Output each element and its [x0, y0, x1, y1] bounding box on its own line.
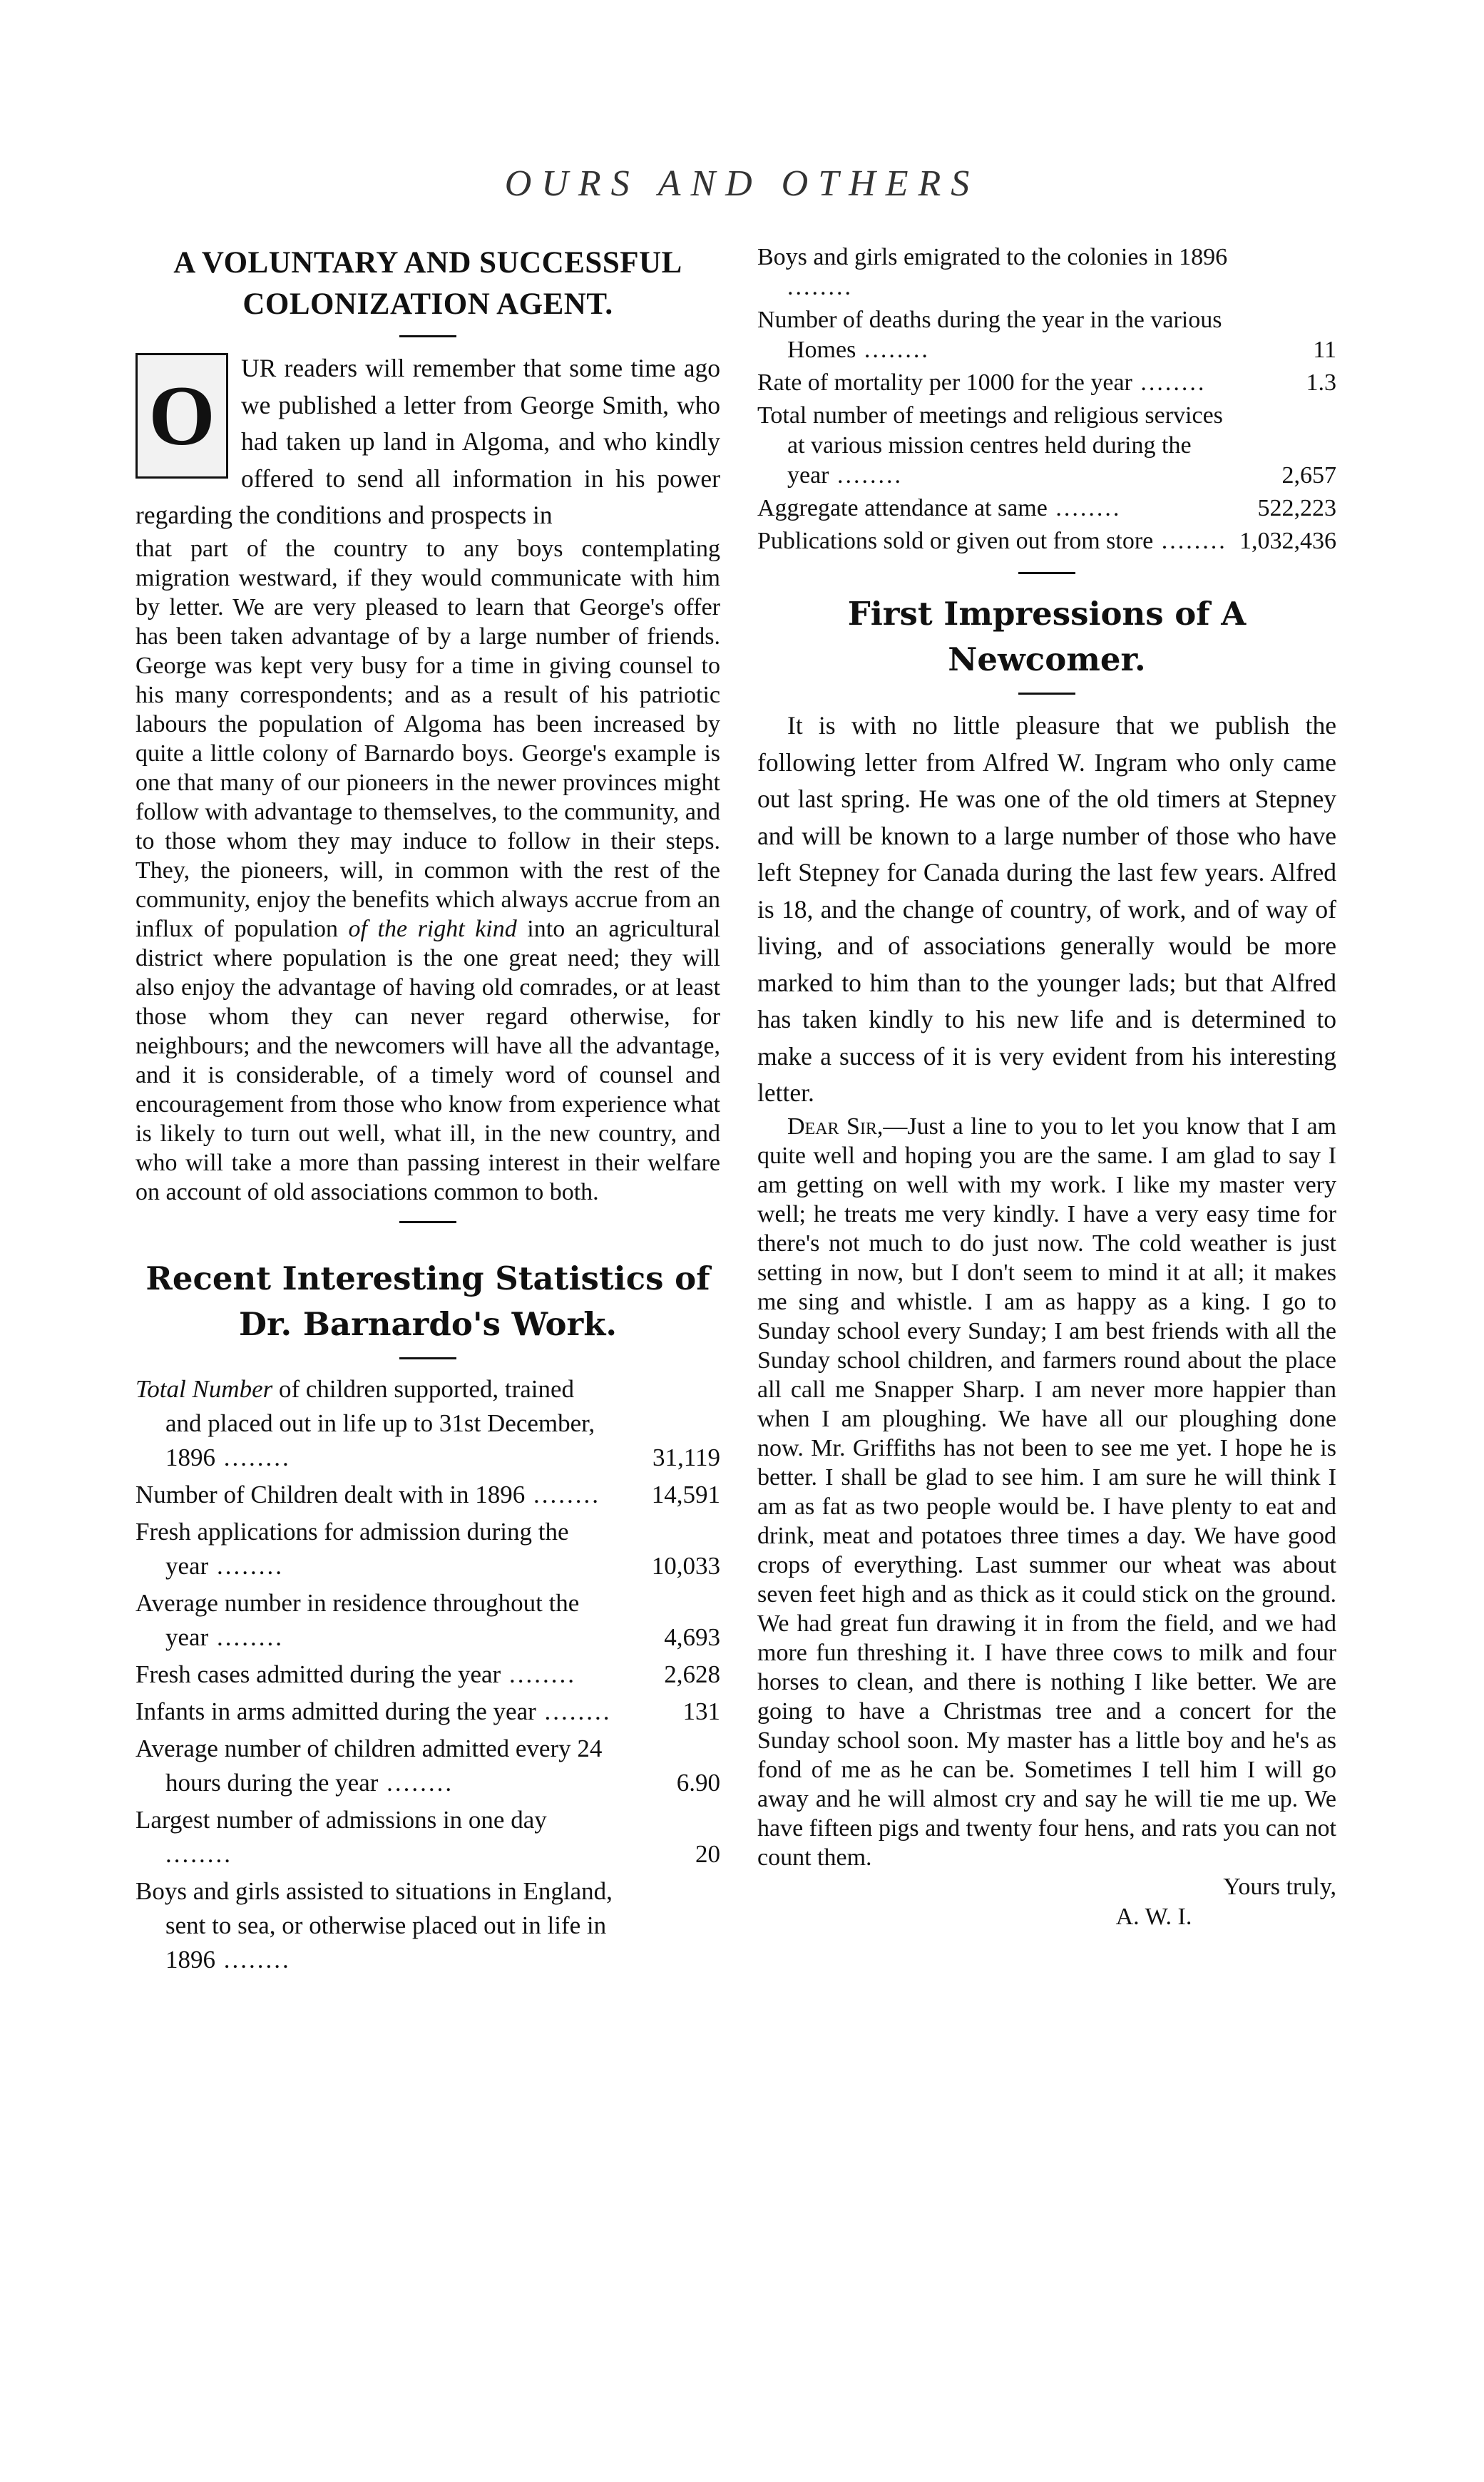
paragraph-main-end: into an agricultural district where population is the one great need; they will also enjoy the advantage of having old comrades, or at least those whom they can never regard otherwise, for neighbours; and the newcomers will have all the advantage, and it is considerable, of a timely word of counsel and encouragement from those who know from experience what is likely to turn out well, what ill, in the new country, and who will take a more than passing interest in their welfare on account of old associations common to both. — [135, 915, 721, 1205]
stat-row — [757, 368, 1336, 398]
stat-label — [135, 1478, 720, 1512]
leader-dots: ........ — [1047, 495, 1122, 521]
paragraph-main-start: that part of the country to any boys contemplating migration westward, if they would communicate with him by letter. We are very pleased to learn that George's offer has been taken advantage of by a large number of friends. George was kept very busy for a time in giving counsel to his many correspondents; and as a result of his patriotic labours the population of Algoma has been increased by quite a little colony of Barnardo boys. George's example is one that many of our pioneers in the newer provinces might follow with advantage to themselves, to the community, and to those whom they may induce to follow in their steps. They, the pioneers, will, in common with the rest of the community, enjoy the benefits which always accrue from an influx of population — [135, 535, 720, 942]
stat-label — [757, 305, 1336, 365]
stat-value: 131 — [682, 1697, 720, 1725]
stat-row — [135, 1695, 720, 1729]
stat-value: 2,657 — [1281, 462, 1336, 489]
stat-row — [135, 1803, 720, 1871]
section-rule — [1018, 572, 1075, 574]
leader-dots: ........ — [1132, 369, 1207, 396]
stat-row — [757, 526, 1336, 556]
stat-label-text: Boys and girls emigrated to the colonies in 1896 — [757, 244, 1228, 270]
right-column — [757, 242, 1336, 1932]
leader-dots: ........ — [829, 462, 904, 489]
leader-dots: ........ — [208, 1623, 284, 1651]
stat-label — [135, 1586, 720, 1655]
stat-row — [757, 242, 1336, 302]
stat-label — [135, 1372, 720, 1475]
stat-value: 31,119 — [653, 1443, 720, 1471]
stat-label-text: Total number of meetings and religious services at various mission centres held during the year — [757, 402, 1223, 489]
stat-row — [135, 1515, 720, 1583]
leader-dots: ........ — [215, 1945, 291, 1973]
leader-dots: ........ — [787, 274, 853, 300]
stat-label — [135, 1515, 720, 1583]
stat-label-text: Publications sold or given out from store — [757, 528, 1154, 554]
statistics-list-continued — [757, 242, 1336, 556]
letter-salutation: Dear Sir, — [787, 1113, 884, 1140]
stat-label — [757, 401, 1336, 491]
letter-text: —Just a line to you to let you know that I am quite well and hoping you are the same. I am glad to say I am getting on well with my work. I like my master very well; he treats me very kindly. I have a very easy time for there's not much to do just now. The cold weather is just setting in now, but I don't seem to mind it at all; it makes me sing and whistle. I am as happy as a king. I go to Sunday school every Sunday; I am best friends with all the Sunday school children, and farmers round about the place all call me Snapper Sharp. I am never more happier than when I am ploughing. We have all our ploughing done now. Mr. Griffiths has not been to see me yet. I hope he is better. I shall be glad to see him. I am sure he will think I am as fat as two people would be. I have plenty to eat and drink, meat and potatoes three times a day. We have good crops of everything. Last summer our wheat was about seven feet high and as thick as it could stick on the ground. We had great fun drawing it in from the field, and we had more fun threshing it. I have three cows to milk and four horses to clean, and there is nothing I like better. We are going to have a Christmas tree and a concert for the Sunday school soon. My master has a little boy and he's as fond of me as he can be. Sometimes I tell him I will go away and he will almost cry and say he will tie me up. We have fifteen pigs and twenty four hens, and rats you can not count them. — [757, 1113, 1336, 1871]
stat-label-text: Largest number of admissions in one day — [135, 1805, 547, 1834]
stat-label-text: Number of Children dealt with in 1896 — [135, 1480, 526, 1508]
stat-value: 1.3 — [1306, 369, 1336, 396]
stat-label-text: of children supported, trained and placed out in life up to 31st December, 1896 — [165, 1374, 595, 1471]
article-title-newcomer: First Impressions of A Newcomer. — [847, 595, 1247, 678]
leader-dots: ........ — [208, 1551, 284, 1580]
paragraph-newcomer-intro: It is with no little pleasure that we publish the following letter from Alfred W. Ingram who only came out last spring. He was one of the old timers at Stepney and will be known to a large number of those who have left Stepney for Canada during the last few years. Alfred is 18, and the change of country, of work, and of way of living, and of associations generally would be more marked to him than to the younger lads; but that Alfred has taken kindly to his new life and is determined to make a success of it is very evident from his interesting letter. — [757, 711, 1336, 1107]
leader-dots: ........ — [215, 1443, 291, 1471]
stat-value: 14,591 — [651, 1480, 720, 1508]
leader-dots: ........ — [1153, 528, 1227, 554]
stat-value: 11 — [1313, 337, 1336, 363]
stat-label — [135, 1803, 720, 1871]
stat-label — [135, 1874, 720, 1977]
stat-label-text: Aggregate attendance at same — [757, 495, 1048, 521]
leader-dots: ........ — [856, 337, 930, 363]
letter-closing: Yours truly, — [1223, 1873, 1336, 1900]
stat-value: 1,032,436 — [1239, 528, 1336, 554]
stat-value: 2,628 — [664, 1660, 720, 1688]
stat-row — [757, 401, 1336, 491]
dropcap-letter: O — [135, 353, 228, 479]
leader-dots: ........ — [165, 1839, 232, 1868]
stat-row — [135, 1478, 720, 1512]
paragraph-main — [135, 534, 720, 1207]
stat-row — [135, 1658, 720, 1692]
stat-value: 522,223 — [1257, 495, 1336, 521]
article-body-colonization — [135, 350, 720, 1207]
paragraph-intro: UR readers will remember that some time ago we published a letter from George Smith, who had taken up land in Algoma, and who kindly offered to send all information in his power regarding the conditions and prospects in — [135, 354, 720, 529]
stat-row — [135, 1732, 720, 1800]
stat-label-emphasis: Total Number — [135, 1374, 273, 1403]
stat-label — [757, 242, 1336, 302]
stat-value: 10,033 — [651, 1551, 720, 1580]
stat-row — [757, 305, 1336, 365]
left-column — [135, 242, 720, 1980]
stat-label-text: Fresh cases admitted during the year — [135, 1660, 501, 1688]
stat-label-text: Average number in residence throughout the year — [135, 1588, 580, 1651]
leader-dots: ........ — [378, 1768, 454, 1797]
letter-body — [757, 1112, 1336, 1872]
stat-label — [135, 1695, 720, 1729]
section-rule — [399, 1221, 456, 1223]
paragraph-main-emphasis: of the right kind — [348, 915, 517, 942]
statistics-list — [135, 1372, 720, 1977]
stat-value: 6.90 — [676, 1768, 720, 1797]
stat-row — [135, 1586, 720, 1655]
stat-label — [135, 1658, 720, 1692]
leader-dots: ........ — [536, 1697, 612, 1725]
stat-row — [757, 494, 1336, 524]
title-rule — [399, 1357, 456, 1359]
leader-dots: ........ — [525, 1480, 601, 1508]
stat-label-text: Fresh applications for admission during the year — [135, 1517, 569, 1580]
stat-label — [757, 368, 1336, 398]
stat-label-text: Infants in arms admitted during the year — [135, 1697, 536, 1725]
stat-value: 4,693 — [664, 1623, 720, 1651]
stat-label-text: Boys and girls assisted to situations in England, sent to sea, or otherwise placed out in life in 1896 — [135, 1876, 613, 1973]
title-rule — [399, 335, 456, 337]
article-title-statistics: Recent Interesting Statistics of Dr. Barnardo's Work. — [145, 1259, 710, 1343]
letter-signature: A. W. I. — [1115, 1903, 1192, 1930]
stat-label — [135, 1732, 720, 1800]
stat-label-text: Rate of mortality per 1000 for the year — [757, 369, 1132, 396]
stat-label-text: Number of deaths during the year in the various Homes — [757, 307, 1222, 363]
stat-label — [757, 494, 1336, 524]
stat-value: 20 — [695, 1839, 720, 1868]
stat-row — [135, 1874, 720, 1977]
title-rule — [1018, 693, 1075, 695]
stat-label-text: Average number of children admitted every 24 hours during the year — [135, 1734, 603, 1797]
stat-row — [135, 1372, 720, 1475]
running-head: OURS AND OTHERS — [504, 163, 980, 204]
leader-dots: ........ — [501, 1660, 576, 1688]
article-title-colonization: A VOLUNTARY AND SUCCESSFUL COLONIZATION AGENT. — [173, 246, 682, 321]
